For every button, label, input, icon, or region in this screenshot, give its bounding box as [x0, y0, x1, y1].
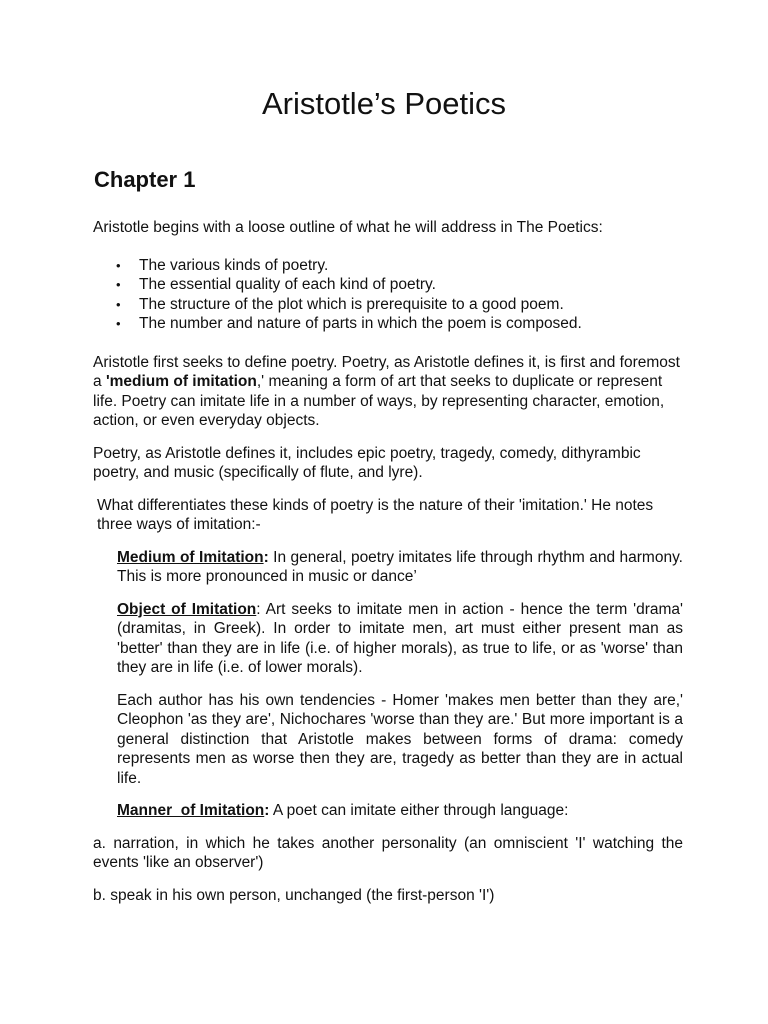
outline-list	[93, 256, 683, 334]
list-item-text: The number and nature of parts in which the poem is composed.	[139, 315, 582, 332]
list-item	[116, 256, 683, 276]
medium-paragraph	[117, 548, 683, 587]
tendencies-paragraph: Each author has his own tendencies - Homer 'makes men better than they are,' Cleophon 'as they are', Nichochares 'worse than they are.' But more important is a general distinction that Aristotle makes between forms of drama: comedy represents men as worse then they are, tragedy as better than they are in actual life.	[117, 691, 683, 787]
list-item-text: The structure of the plot which is prerequisite to a good poem.	[139, 295, 564, 313]
object-paragraph	[117, 600, 683, 678]
option-b-paragraph: b. speak in his own person, unchanged (the first-person 'I')	[93, 886, 495, 904]
medium-of-imitation-emphasis: 'medium of imitation	[105, 373, 257, 390]
poetry-types-paragraph: Poetry, as Aristotle defines it, includes epic poetry, tragedy, comedy, dithyrambic poetry, and music (specifically of flute, and lyre).	[93, 444, 641, 481]
document-body	[93, 218, 683, 918]
intro-paragraph: Aristotle begins with a loose outline of what he will address in The Poetics:	[93, 219, 603, 236]
definition-text-start: Aristotle first seeks to define poetry. Poetry, as Aristotle defines it, is first and foremost a	[93, 353, 680, 390]
medium-colon: :	[263, 548, 269, 566]
manner-paragraph	[117, 801, 683, 821]
definition-text-end: ,' meaning a form of art that seeks to duplicate or represent life. Poetry can imitate life in a number of ways, by representing character, emotion, action, or even everyday objects.	[93, 373, 665, 429]
object-term: Object of Imitation	[117, 600, 257, 618]
manner-term: Manner of Imitation	[117, 802, 265, 819]
bullet-icon: •	[116, 257, 121, 273]
medium-term: Medium of Imitation	[117, 548, 264, 566]
bullet-icon: •	[116, 277, 121, 292]
list-item	[116, 275, 683, 295]
list-item-text: The essential quality of each kind of poetry.	[139, 276, 436, 293]
option-a-paragraph: a. narration, in which he takes another personality (an omniscient 'I' watching the events 'like an observer')	[93, 834, 683, 871]
list-item-text: The various kinds of poetry.	[139, 256, 329, 274]
bullet-icon: •	[116, 296, 121, 312]
chapter-heading: Chapter 1	[94, 167, 196, 192]
list-item	[116, 295, 683, 315]
differentiation-paragraph: What differentiates these kinds of poetry is the nature of their 'imitation.' He notes three ways of imitation:-	[97, 496, 654, 533]
manner-colon: :	[264, 802, 270, 819]
manner-text: A poet can imitate either through language:	[269, 802, 569, 819]
object-text: : Art seeks to imitate men in action - hence the term 'drama' (dramitas, in Greek). In order to imitate men, art must either present man as 'better' than they are in life (i.e. of higher morals), as true to life, or as 'worse' than they are in life (i.e. of lower morals).	[117, 600, 683, 676]
definition-paragraph	[93, 353, 683, 431]
medium-text: In general, poetry imitates life through rhythm and harmony. This is more pronounced in music or dance’	[117, 548, 683, 585]
list-item	[116, 314, 683, 334]
document-title: Aristotle’s Poetics	[261, 86, 507, 121]
bullet-icon: •	[116, 316, 121, 331]
